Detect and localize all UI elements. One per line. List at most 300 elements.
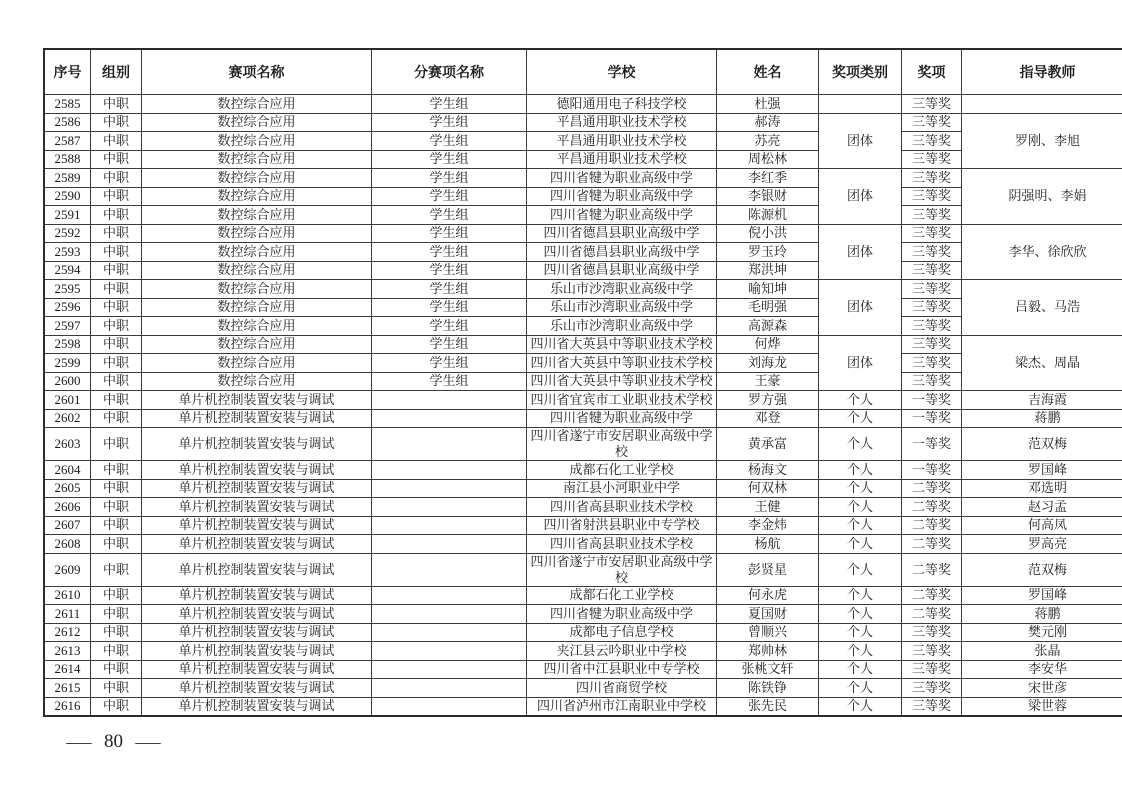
- table-row: [44, 317, 1122, 336]
- cell-group: 中职: [91, 372, 142, 391]
- cell-group: 中职: [91, 298, 142, 317]
- cell-name: 倪小洪: [717, 224, 819, 243]
- cell-school: 四川省犍为职业高级中学: [527, 169, 717, 188]
- cell-event: 数控综合应用: [142, 224, 372, 243]
- cell-group: 中职: [91, 553, 142, 586]
- cell-school: 乐山市沙湾职业高级中学: [527, 298, 717, 317]
- cell-group: 中职: [91, 354, 142, 373]
- cell-school: 四川省大英县中等职业技术学校: [527, 372, 717, 391]
- cell-event: 单片机控制装置安装与调试: [142, 535, 372, 554]
- cell-school: 四川省中江县职业中专学校: [527, 660, 717, 679]
- table-row: [44, 428, 1122, 461]
- cell-award: 三等奖: [902, 224, 962, 243]
- cell-award_type: 个人: [819, 605, 902, 624]
- cell-award_type: 个人: [819, 660, 902, 679]
- cell-name: 李银财: [717, 187, 819, 206]
- cell-seq: 2595: [44, 280, 91, 299]
- table-row: [44, 372, 1122, 391]
- cell-sub_event: 学生组: [372, 317, 527, 336]
- cell-seq: 2603: [44, 428, 91, 461]
- cell-event: 数控综合应用: [142, 132, 372, 151]
- cell-sub_event: [372, 409, 527, 428]
- cell-sub_event: [372, 461, 527, 480]
- cell-sub_event: 学生组: [372, 224, 527, 243]
- cell-name: 杨海文: [717, 461, 819, 480]
- cell-award_type: 团体: [819, 169, 902, 225]
- cell-award: 二等奖: [902, 516, 962, 535]
- cell-seq: 2599: [44, 354, 91, 373]
- cell-name: 夏国财: [717, 605, 819, 624]
- cell-award_type: 个人: [819, 586, 902, 605]
- table-row: [44, 391, 1122, 410]
- cell-award: 二等奖: [902, 498, 962, 517]
- cell-teachers: 阴强明、李娟: [962, 169, 1122, 225]
- cell-teachers: 李安华: [962, 660, 1122, 679]
- cell-sub_event: 学生组: [372, 187, 527, 206]
- table-row: [44, 132, 1122, 151]
- cell-award_type: 个人: [819, 461, 902, 480]
- table-row: [44, 113, 1122, 132]
- cell-seq: 2606: [44, 498, 91, 517]
- cell-school: 平昌通用职业技术学校: [527, 150, 717, 169]
- cell-seq: 2594: [44, 261, 91, 280]
- cell-school: 四川省射洪县职业中专学校: [527, 516, 717, 535]
- cell-award: 三等奖: [902, 317, 962, 336]
- cell-group: 中职: [91, 224, 142, 243]
- cell-teachers: 罗刚、李旭: [962, 113, 1122, 169]
- cell-award_type: 团体: [819, 335, 902, 391]
- cell-name: 李金炜: [717, 516, 819, 535]
- cell-name: 黄承富: [717, 428, 819, 461]
- cell-name: 张先民: [717, 697, 819, 716]
- cell-teachers: 吉海霞: [962, 391, 1122, 410]
- table-row: [44, 679, 1122, 698]
- cell-name: 高源森: [717, 317, 819, 336]
- cell-sub_event: [372, 642, 527, 661]
- cell-group: 中职: [91, 679, 142, 698]
- cell-sub_event: [372, 586, 527, 605]
- cell-group: 中职: [91, 605, 142, 624]
- cell-sub_event: 学生组: [372, 372, 527, 391]
- cell-name: 张桃文轩: [717, 660, 819, 679]
- cell-school: 四川省犍为职业高级中学: [527, 605, 717, 624]
- table-row: [44, 261, 1122, 280]
- table-row: [44, 553, 1122, 586]
- page-footer: [66, 731, 161, 753]
- cell-sub_event: [372, 605, 527, 624]
- cell-teachers: 梁世蓉: [962, 697, 1122, 716]
- cell-seq: 2586: [44, 113, 91, 132]
- cell-school: 四川省大英县中等职业技术学校: [527, 354, 717, 373]
- cell-event: 数控综合应用: [142, 317, 372, 336]
- cell-award: 三等奖: [902, 150, 962, 169]
- cell-seq: 2601: [44, 391, 91, 410]
- cell-award_type: 个人: [819, 409, 902, 428]
- cell-school: 四川省大英县中等职业技术学校: [527, 335, 717, 354]
- table-row: [44, 516, 1122, 535]
- cell-event: 单片机控制装置安装与调试: [142, 553, 372, 586]
- cell-group: 中职: [91, 261, 142, 280]
- cell-name: 郝涛: [717, 113, 819, 132]
- table-row: [44, 169, 1122, 188]
- table-row: [44, 697, 1122, 716]
- cell-group: 中职: [91, 428, 142, 461]
- cell-award_type: 个人: [819, 553, 902, 586]
- table-row: [44, 187, 1122, 206]
- cell-group: 中职: [91, 317, 142, 336]
- cell-teachers: 蒋鹏: [962, 605, 1122, 624]
- cell-group: 中职: [91, 391, 142, 410]
- cell-sub_event: [372, 428, 527, 461]
- cell-award: 三等奖: [902, 679, 962, 698]
- cell-teachers: 梁杰、周晶: [962, 335, 1122, 391]
- cell-award_type: 团体: [819, 113, 902, 169]
- cell-name: 李红季: [717, 169, 819, 188]
- cell-award: 三等奖: [902, 206, 962, 225]
- cell-seq: 2600: [44, 372, 91, 391]
- cell-school: 四川省高县职业技术学校: [527, 535, 717, 554]
- cell-event: 单片机控制装置安装与调试: [142, 461, 372, 480]
- cell-event: 单片机控制装置安装与调试: [142, 586, 372, 605]
- column-header-name: 姓名: [717, 49, 819, 95]
- cell-name: 周松林: [717, 150, 819, 169]
- cell-event: 单片机控制装置安装与调试: [142, 409, 372, 428]
- cell-seq: 2611: [44, 605, 91, 624]
- column-header-group: 组别: [91, 49, 142, 95]
- cell-award: 一等奖: [902, 409, 962, 428]
- cell-school: 成都电子信息学校: [527, 623, 717, 642]
- cell-seq: 2592: [44, 224, 91, 243]
- cell-event: 数控综合应用: [142, 280, 372, 299]
- table-header: [44, 49, 1122, 95]
- cell-event: 单片机控制装置安装与调试: [142, 660, 372, 679]
- cell-event: 单片机控制装置安装与调试: [142, 679, 372, 698]
- cell-name: 杜强: [717, 95, 819, 114]
- cell-seq: 2602: [44, 409, 91, 428]
- cell-teachers: 张晶: [962, 642, 1122, 661]
- cell-name: 何双林: [717, 479, 819, 498]
- cell-seq: 2587: [44, 132, 91, 151]
- table-row: [44, 642, 1122, 661]
- cell-group: 中职: [91, 479, 142, 498]
- page-number: 80: [104, 731, 123, 752]
- cell-school: 四川省德昌县职业高级中学: [527, 261, 717, 280]
- cell-event: 数控综合应用: [142, 372, 372, 391]
- cell-award_type: 个人: [819, 697, 902, 716]
- cell-group: 中职: [91, 280, 142, 299]
- cell-award: 三等奖: [902, 335, 962, 354]
- cell-sub_event: 学生组: [372, 132, 527, 151]
- column-header-award_type: 奖项类别: [819, 49, 902, 95]
- table-row: [44, 479, 1122, 498]
- cell-school: 成都石化工业学校: [527, 461, 717, 480]
- cell-sub_event: 学生组: [372, 113, 527, 132]
- cell-award: 二等奖: [902, 479, 962, 498]
- cell-school: 四川省德昌县职业高级中学: [527, 243, 717, 262]
- cell-sub_event: 学生组: [372, 150, 527, 169]
- cell-school: 四川省遂宁市安居职业高级中学校: [527, 553, 717, 586]
- cell-award: 二等奖: [902, 553, 962, 586]
- table-row: [44, 95, 1122, 114]
- cell-teachers: 何高凤: [962, 516, 1122, 535]
- cell-group: 中职: [91, 697, 142, 716]
- cell-award: 一等奖: [902, 391, 962, 410]
- cell-teachers: 李华、徐欣欣: [962, 224, 1122, 280]
- cell-award_type: 个人: [819, 479, 902, 498]
- table-row: [44, 280, 1122, 299]
- cell-name: 陈源机: [717, 206, 819, 225]
- cell-school: 乐山市沙湾职业高级中学: [527, 280, 717, 299]
- header-row: [44, 49, 1122, 95]
- cell-seq: 2615: [44, 679, 91, 698]
- cell-event: 单片机控制装置安装与调试: [142, 516, 372, 535]
- cell-name: 王豪: [717, 372, 819, 391]
- cell-award: 三等奖: [902, 169, 962, 188]
- cell-school: 四川省高县职业技术学校: [527, 498, 717, 517]
- cell-award_type: 个人: [819, 679, 902, 698]
- cell-sub_event: [372, 535, 527, 554]
- cell-seq: 2612: [44, 623, 91, 642]
- column-header-school: 学校: [527, 49, 717, 95]
- cell-teachers: 樊元刚: [962, 623, 1122, 642]
- cell-name: 何永虎: [717, 586, 819, 605]
- cell-teachers: 宋世彦: [962, 679, 1122, 698]
- cell-name: 何烨: [717, 335, 819, 354]
- cell-teachers: 罗高亮: [962, 535, 1122, 554]
- table-row: [44, 335, 1122, 354]
- cell-event: 数控综合应用: [142, 206, 372, 225]
- cell-seq: 2605: [44, 479, 91, 498]
- cell-award: 三等奖: [902, 261, 962, 280]
- table-row: [44, 623, 1122, 642]
- cell-sub_event: 学生组: [372, 335, 527, 354]
- cell-group: 中职: [91, 409, 142, 428]
- cell-teachers: 罗国峰: [962, 461, 1122, 480]
- cell-teachers: 赵习孟: [962, 498, 1122, 517]
- cell-seq: 2585: [44, 95, 91, 114]
- cell-seq: 2610: [44, 586, 91, 605]
- cell-sub_event: 学生组: [372, 95, 527, 114]
- cell-sub_event: 学生组: [372, 280, 527, 299]
- cell-sub_event: [372, 516, 527, 535]
- cell-event: 单片机控制装置安装与调试: [142, 479, 372, 498]
- cell-award: 三等奖: [902, 372, 962, 391]
- cell-award_type: 个人: [819, 535, 902, 554]
- cell-name: 刘海龙: [717, 354, 819, 373]
- cell-school: 成都石化工业学校: [527, 586, 717, 605]
- cell-school: 四川省遂宁市安居职业高级中学校: [527, 428, 717, 461]
- table-sheet: [43, 48, 1122, 717]
- cell-name: 罗方强: [717, 391, 819, 410]
- cell-award: 二等奖: [902, 586, 962, 605]
- cell-teachers: 范双梅: [962, 553, 1122, 586]
- cell-group: 中职: [91, 335, 142, 354]
- cell-event: 数控综合应用: [142, 335, 372, 354]
- table-row: [44, 354, 1122, 373]
- cell-seq: 2593: [44, 243, 91, 262]
- cell-name: 毛明强: [717, 298, 819, 317]
- cell-award: 三等奖: [902, 354, 962, 373]
- cell-name: 罗玉玲: [717, 243, 819, 262]
- cell-event: 数控综合应用: [142, 261, 372, 280]
- cell-event: 单片机控制装置安装与调试: [142, 697, 372, 716]
- cell-sub_event: 学生组: [372, 169, 527, 188]
- cell-seq: 2597: [44, 317, 91, 336]
- cell-name: 彭贤星: [717, 553, 819, 586]
- cell-group: 中职: [91, 516, 142, 535]
- cell-group: 中职: [91, 243, 142, 262]
- cell-award: 三等奖: [902, 298, 962, 317]
- cell-award_type: 个人: [819, 642, 902, 661]
- cell-award: 三等奖: [902, 95, 962, 114]
- cell-event: 单片机控制装置安装与调试: [142, 428, 372, 461]
- cell-seq: 2596: [44, 298, 91, 317]
- cell-group: 中职: [91, 206, 142, 225]
- cell-award_type: 个人: [819, 428, 902, 461]
- cell-group: 中职: [91, 187, 142, 206]
- cell-sub_event: [372, 479, 527, 498]
- cell-name: 王健: [717, 498, 819, 517]
- table-row: [44, 298, 1122, 317]
- cell-seq: 2589: [44, 169, 91, 188]
- cell-event: 数控综合应用: [142, 298, 372, 317]
- cell-name: 杨航: [717, 535, 819, 554]
- cell-sub_event: [372, 697, 527, 716]
- cell-group: 中职: [91, 132, 142, 151]
- cell-award_type: 团体: [819, 224, 902, 280]
- cell-event: 数控综合应用: [142, 169, 372, 188]
- cell-award: 二等奖: [902, 535, 962, 554]
- table-row: [44, 409, 1122, 428]
- cell-award_type: [819, 95, 902, 114]
- cell-event: 单片机控制装置安装与调试: [142, 498, 372, 517]
- cell-award_type: 个人: [819, 391, 902, 410]
- cell-school: 四川省犍为职业高级中学: [527, 409, 717, 428]
- cell-award_type: 个人: [819, 498, 902, 517]
- cell-school: 四川省商贸学校: [527, 679, 717, 698]
- table-row: [44, 150, 1122, 169]
- table-row: [44, 660, 1122, 679]
- cell-award: 二等奖: [902, 605, 962, 624]
- cell-group: 中职: [91, 169, 142, 188]
- cell-award_type: 团体: [819, 280, 902, 336]
- cell-name: 郑洪坤: [717, 261, 819, 280]
- cell-event: 单片机控制装置安装与调试: [142, 391, 372, 410]
- cell-event: 数控综合应用: [142, 95, 372, 114]
- cell-group: 中职: [91, 660, 142, 679]
- cell-seq: 2616: [44, 697, 91, 716]
- table-row: [44, 535, 1122, 554]
- table-row: [44, 461, 1122, 480]
- cell-school: 南江县小河职业中学: [527, 479, 717, 498]
- footer-dash-right: —: [135, 731, 161, 752]
- cell-sub_event: [372, 679, 527, 698]
- cell-school: 四川省德昌县职业高级中学: [527, 224, 717, 243]
- cell-teachers: 范双梅: [962, 428, 1122, 461]
- cell-name: 邓登: [717, 409, 819, 428]
- cell-award: 三等奖: [902, 642, 962, 661]
- cell-sub_event: [372, 553, 527, 586]
- column-header-event: 赛项名称: [142, 49, 372, 95]
- column-header-teachers: 指导教师: [962, 49, 1122, 95]
- cell-sub_event: [372, 660, 527, 679]
- cell-seq: 2607: [44, 516, 91, 535]
- cell-seq: 2591: [44, 206, 91, 225]
- cell-name: 曾顺兴: [717, 623, 819, 642]
- table-row: [44, 498, 1122, 517]
- cell-school: 四川省泸州市江南职业中学校: [527, 697, 717, 716]
- cell-seq: 2598: [44, 335, 91, 354]
- cell-award: 三等奖: [902, 623, 962, 642]
- cell-award: 三等奖: [902, 187, 962, 206]
- awards-table: [43, 48, 1122, 717]
- cell-teachers: [962, 95, 1122, 114]
- cell-event: 单片机控制装置安装与调试: [142, 642, 372, 661]
- cell-name: 陈铁铮: [717, 679, 819, 698]
- cell-sub_event: [372, 391, 527, 410]
- cell-group: 中职: [91, 150, 142, 169]
- cell-school: 四川省宜宾市工业职业技术学校: [527, 391, 717, 410]
- cell-award: 一等奖: [902, 461, 962, 480]
- table-row: [44, 224, 1122, 243]
- cell-seq: 2609: [44, 553, 91, 586]
- cell-award_type: 个人: [819, 516, 902, 535]
- cell-group: 中职: [91, 113, 142, 132]
- cell-name: 郑帅林: [717, 642, 819, 661]
- cell-award: 三等奖: [902, 280, 962, 299]
- cell-event: 数控综合应用: [142, 150, 372, 169]
- cell-group: 中职: [91, 461, 142, 480]
- cell-sub_event: 学生组: [372, 354, 527, 373]
- cell-event: 数控综合应用: [142, 243, 372, 262]
- cell-seq: 2614: [44, 660, 91, 679]
- footer-dash-left: —: [66, 731, 92, 752]
- cell-teachers: 邓选明: [962, 479, 1122, 498]
- cell-group: 中职: [91, 498, 142, 517]
- cell-teachers: 蒋鹏: [962, 409, 1122, 428]
- cell-group: 中职: [91, 623, 142, 642]
- cell-seq: 2590: [44, 187, 91, 206]
- cell-award: 三等奖: [902, 132, 962, 151]
- cell-group: 中职: [91, 95, 142, 114]
- cell-name: 喻知坤: [717, 280, 819, 299]
- table-row: [44, 243, 1122, 262]
- table-row: [44, 605, 1122, 624]
- cell-award: 三等奖: [902, 697, 962, 716]
- cell-award_type: 个人: [819, 623, 902, 642]
- cell-sub_event: [372, 623, 527, 642]
- cell-school: 夹江县云吟职业中学校: [527, 642, 717, 661]
- table-row: [44, 586, 1122, 605]
- cell-group: 中职: [91, 586, 142, 605]
- cell-event: 数控综合应用: [142, 354, 372, 373]
- cell-group: 中职: [91, 535, 142, 554]
- cell-teachers: 罗国峰: [962, 586, 1122, 605]
- cell-seq: 2613: [44, 642, 91, 661]
- table-body: [44, 95, 1122, 717]
- cell-teachers: 吕毅、马浩: [962, 280, 1122, 336]
- cell-award: 三等奖: [902, 113, 962, 132]
- cell-event: 数控综合应用: [142, 113, 372, 132]
- cell-sub_event: 学生组: [372, 243, 527, 262]
- cell-award: 三等奖: [902, 243, 962, 262]
- table-row: [44, 206, 1122, 225]
- cell-seq: 2604: [44, 461, 91, 480]
- cell-school: 四川省犍为职业高级中学: [527, 206, 717, 225]
- cell-seq: 2588: [44, 150, 91, 169]
- cell-name: 苏亮: [717, 132, 819, 151]
- cell-group: 中职: [91, 642, 142, 661]
